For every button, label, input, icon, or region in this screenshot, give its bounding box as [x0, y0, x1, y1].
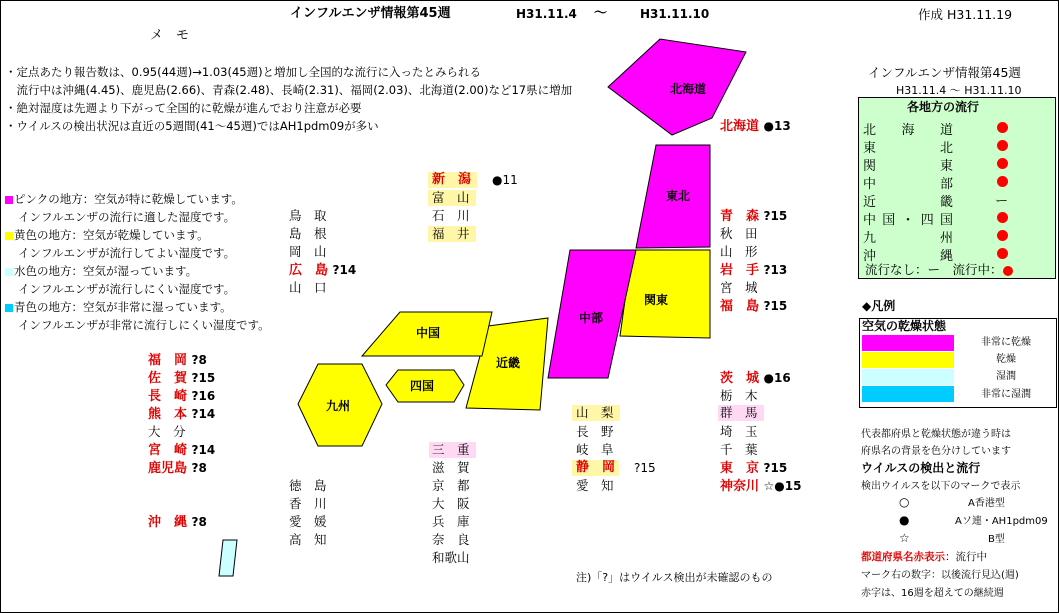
swatch-dry — [862, 352, 954, 368]
pref-fukui: 福 井 — [428, 226, 476, 242]
region-row-kyushu: 九 州 — [863, 227, 1051, 245]
pref-miyazaki: 宮 崎 ?14 — [148, 443, 216, 458]
pref-tottori: 鳥 取 — [289, 208, 327, 223]
humidity-legend — [859, 318, 1057, 408]
region-label-shikoku: 四国 — [409, 379, 435, 393]
humidity-note-lightblue-desc: インフルエンザが流行しにくい湿度です。 — [18, 282, 236, 296]
pref-niigata-mark: ●11 — [492, 173, 518, 187]
region-label-kinki: 近畿 — [495, 356, 521, 370]
epidemic-dot-icon — [997, 248, 1008, 259]
pref-miyagi: 宮 城 — [720, 280, 758, 295]
pref-oita: 大 分 — [148, 424, 186, 439]
regional-heading: 各地方の流行 — [907, 100, 980, 114]
pref-niigata: 新 潟 — [428, 172, 477, 188]
mark-number-legend: マーク右の数字：以後流行見込(週) — [861, 570, 1019, 581]
label-dry: 乾燥 — [996, 354, 1016, 365]
period-start: H31.11.4 — [516, 7, 577, 21]
star-icon: ☆ — [899, 531, 910, 545]
sidebar-period: H31.11.4 ～ H31.11.10 — [896, 84, 1022, 97]
pref-akita: 秋 田 — [720, 226, 758, 241]
virus-a-soviet-h1pdm09: Aソ連・AH1pdm09 — [955, 516, 1048, 527]
pref-wakayama: 和歌山 — [432, 550, 470, 565]
pref-shizuoka: 静 岡 — [572, 460, 619, 476]
footnote: 注)「?」はウイルス検出が未確認のもの — [576, 571, 773, 584]
pref-aichi: 愛 知 — [576, 478, 614, 493]
swatch-very-dry — [862, 335, 954, 351]
pref-ibaraki: 茨 城 ●16 — [720, 371, 791, 386]
humidity-note-yellow-desc: インフルエンザが流行してよい湿度です。 — [18, 246, 236, 260]
swatch-humid — [862, 369, 954, 385]
pref-hyogo: 兵 庫 — [432, 514, 470, 529]
header-title: インフルエンザ情報第45週 — [290, 6, 451, 21]
region-label-hokkaido: 北海道 — [669, 82, 707, 96]
period-tilde: ～ — [594, 6, 608, 21]
status-legend: 流行なし：ー 流行中： — [865, 262, 1013, 277]
pref-kagoshima: 鹿児島 ?8 — [148, 461, 207, 476]
region-label-chugoku: 中国 — [415, 326, 441, 340]
open-circle-icon: ○ — [899, 495, 910, 509]
humidity-note-yellow: 黄色の地方：空気が乾燥しています。 — [5, 228, 209, 243]
memo-line: ・ウイルスの検出状況は直近の5週間(41～45週)ではAH1pdm09が多い — [5, 119, 379, 133]
pref-osaka: 大 阪 — [432, 496, 470, 511]
virus-heading: ウイルスの検出と流行 — [861, 461, 981, 475]
pref-gifu: 岐 阜 — [576, 442, 614, 457]
pref-tokyo: 東 京 ?15 — [720, 461, 788, 476]
region-label-chubu: 中部 — [578, 311, 604, 325]
memo-line: ・定点あたり報告数は、0.95(44週)→1.03(45週)と増加し全国的な流行に入ったとみられる — [5, 65, 482, 79]
pref-tochigi: 栃 木 — [720, 388, 758, 403]
region-row-chugoku-shikoku: 中 国 ・ 四 国 — [863, 209, 1051, 227]
humidity-note-blue: 青色の地方：空気が非常に湿っています。 — [5, 300, 232, 315]
humidity-note-pink: ピンクの地方：空気が特に乾燥しています。 — [5, 192, 243, 207]
pref-shimane: 島 根 — [289, 226, 327, 241]
red-label-legend: 都道府県名赤表示：流行中 — [861, 551, 987, 563]
pref-nara: 奈 良 — [432, 532, 470, 547]
pref-toyama: 富 山 — [428, 190, 476, 206]
virus-b: B型 — [988, 534, 1005, 545]
pref-nagasaki: 長 崎 ?16 — [148, 389, 216, 404]
region-row-tohoku: 東 北 — [863, 137, 1051, 155]
pref-hokkaido: 北海道 ●13 — [720, 119, 791, 134]
created-date: 作成 H31.11.19 — [918, 7, 1013, 22]
humidity-note-blue-desc: インフルエンザが非常に流行しにくい湿度です。 — [18, 318, 270, 332]
pref-okayama: 岡 山 — [289, 244, 327, 259]
pref-okinawa: 沖 縄 ?8 — [148, 515, 207, 530]
epidemic-dot-icon — [997, 212, 1008, 223]
region-row-kinki: 近 畿 ー — [863, 191, 1051, 209]
pref-tokushima: 徳 島 — [289, 478, 327, 493]
bg-note-1: 代表都府県と乾燥状態が違う時は — [861, 429, 1011, 440]
region-row-okinawa: 沖 縄 — [863, 245, 1051, 263]
region-row-hokkaido: 北 海 道 — [863, 119, 1051, 137]
region-row-chubu: 中 部 — [863, 173, 1051, 191]
sidebar-title: インフルエンザ情報第45週 — [868, 65, 1021, 80]
region-label-kyushu: 九州 — [325, 399, 351, 413]
pref-fukushima: 福 島 ?15 — [720, 299, 788, 314]
regional-status-panel — [858, 97, 1056, 279]
virus-a-hongkong: A香港型 — [968, 498, 1005, 509]
pref-chiba: 千 葉 — [720, 442, 758, 457]
humidity-note-lightblue: 水色の地方：空気が湿っています。 — [5, 264, 197, 279]
pref-iwate: 岩 手 ?13 — [720, 263, 788, 278]
epidemic-dot-icon — [997, 158, 1008, 169]
pref-saitama: 埼 玉 — [720, 424, 758, 439]
bg-note-2: 府県名の背景を色分けしています — [861, 446, 1011, 457]
pref-yamanashi: 山 梨 — [572, 405, 620, 421]
region-row-kanto: 関 東 — [863, 155, 1051, 173]
region-okinawa — [219, 540, 237, 576]
label-very-dry: 非常に乾燥 — [981, 337, 1031, 348]
label-humid: 湿潤 — [996, 371, 1016, 382]
pref-ehime: 愛 媛 — [289, 514, 327, 529]
pref-aomori: 青 森 ?15 — [720, 209, 788, 224]
epidemic-dot-icon — [1003, 266, 1013, 276]
humidity-note-pink-desc: インフルエンザの流行に適した湿度です。 — [18, 210, 236, 224]
pref-mie: 三 重 — [429, 442, 476, 458]
virus-desc: 検出ウイルスを以下のマークで表示 — [861, 481, 1021, 492]
no-epidemic-dash-icon: ー — [995, 194, 1009, 209]
pref-kanagawa: 神奈川 ☆●15 — [720, 479, 802, 494]
pref-shiga: 滋 賀 — [432, 460, 470, 475]
epidemic-dot-icon — [997, 176, 1008, 187]
epidemic-dot-icon — [997, 122, 1008, 133]
humidity-heading: 空気の乾燥状態 — [862, 319, 947, 333]
pref-yamaguchi: 山 口 — [289, 280, 327, 295]
memo-line: 流行中は沖縄(4.45)、鹿児島(2.66)、青森(2.48)、長崎(2.31)、福岡(2.03)、北海道(2.00)など17県に増加 — [5, 83, 573, 97]
swatch-very-humid — [862, 386, 954, 402]
pref-fukuoka: 福 岡 ?8 — [148, 353, 207, 368]
memo-heading: メ モ — [150, 28, 190, 43]
pref-kochi: 高 知 — [289, 532, 327, 547]
region-label-kanto: 関東 — [643, 293, 669, 307]
period-end: H31.11.10 — [640, 7, 710, 21]
pref-yamagata: 山 形 — [720, 244, 758, 259]
memo-line: ・絶対湿度は先週より下がって全国的に乾燥が進んでおり注意が必要 — [5, 101, 362, 115]
pref-saga: 佐 賀 ?15 — [148, 371, 216, 386]
pref-ishikawa: 石 川 — [432, 208, 470, 223]
pref-kagawa: 香 川 — [289, 496, 327, 511]
epidemic-dot-icon — [997, 140, 1008, 151]
label-very-humid: 非常に湿潤 — [981, 389, 1031, 400]
epidemic-dot-icon — [997, 230, 1008, 241]
legend-heading: ◆凡例 — [862, 299, 896, 313]
region-label-tohoku: 東北 — [665, 189, 691, 203]
filled-circle-icon: ● — [899, 513, 910, 527]
pref-nagano: 長 野 — [576, 424, 614, 439]
pref-kyoto: 京 都 — [432, 478, 470, 493]
pref-hiroshima: 広 島 ?14 — [289, 263, 357, 278]
pref-gunma: 群 馬 — [718, 405, 764, 421]
pref-kumamoto: 熊 本 ?14 — [148, 407, 216, 422]
pref-shizuoka-mark: ?15 — [634, 461, 656, 475]
red-number-legend: 赤字は、16週を超えての継続週 — [861, 588, 1004, 599]
